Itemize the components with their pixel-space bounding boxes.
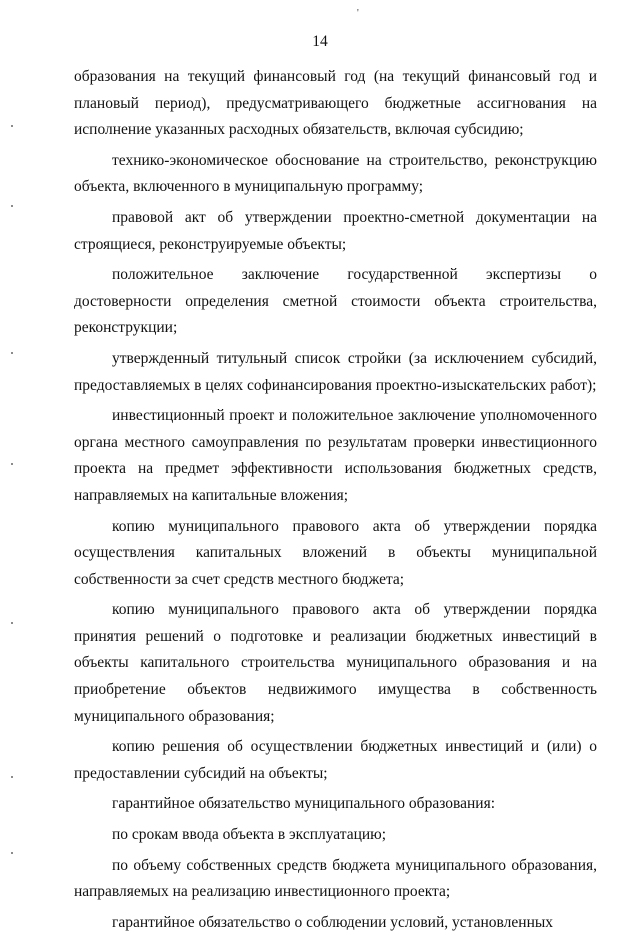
- paragraph: образования на текущий финансовый год (на текущий финансовый год и плановый период), предусматривающего бюджетные ассигнования на исполнение указанных расходных обязательств, включая субсидию;: [74, 68, 597, 139]
- margin-dot: [11, 463, 13, 465]
- top-mark: ': [357, 8, 359, 19]
- page-number: 14: [312, 33, 328, 50]
- paragraph: копию муниципального правового акта об утверждении порядка осуществления капитальных вложений в объекты муниципальной собственности за счет средств местного бюджета;: [74, 517, 597, 588]
- paragraph: гарантийное обязательство о соблюдении условий, установленных: [112, 913, 554, 931]
- paragraph: инвестиционный проект и положительное заключение уполномоченного органа местного самоуправления по результатам проверки инвестиционного проекта на предмет эффективности использования бюджетных средств, направляемых на капитальные вложения;: [74, 407, 597, 504]
- margin-dot: [11, 352, 13, 354]
- margin-dot: [11, 852, 13, 854]
- margin-dot: [11, 125, 13, 127]
- paragraph: копию решения об осуществлении бюджетных инвестиций и (или) о предоставлении субсидий на объекты;: [74, 738, 597, 782]
- paragraph: копию муниципального правового акта об утверждении порядка принятия решений о подготовке и реализации бюджетных инвестиций в объекты капитального строительства муниципального образования и на приобретение объектов недвижимого имущества в собственность муниципального образования;: [74, 601, 597, 725]
- margin-dot: [11, 622, 13, 624]
- paragraph: технико-экономическое обоснование на строительство, реконструкцию объекта, включенного в муниципальную программу;: [74, 151, 597, 196]
- paragraph: положительное заключение государственной экспертизы о достоверности определения сметной стоимости объекта строительства, реконструкции;: [74, 266, 597, 337]
- paragraph: по объему собственных средств бюджета муниципального образования, направляемых на реализацию инвестиционного проекта;: [74, 856, 597, 901]
- paragraph: гарантийное обязательство муниципального образования:: [112, 795, 496, 813]
- margin-dot: [11, 205, 13, 207]
- body-text: [74, 64, 597, 940]
- margin-dot: [11, 776, 13, 778]
- paragraph: правовой акт об утверждении проектно-сметной документации на строящиеся, реконструируемые объекты;: [74, 208, 597, 253]
- paragraph: по срокам ввода объекта в эксплуатацию;: [112, 826, 387, 844]
- paragraph: утвержденный титульный список стройки (за исключением субсидий, предоставляемых в целях софинансирования проектно-изыскательских работ);: [74, 349, 597, 394]
